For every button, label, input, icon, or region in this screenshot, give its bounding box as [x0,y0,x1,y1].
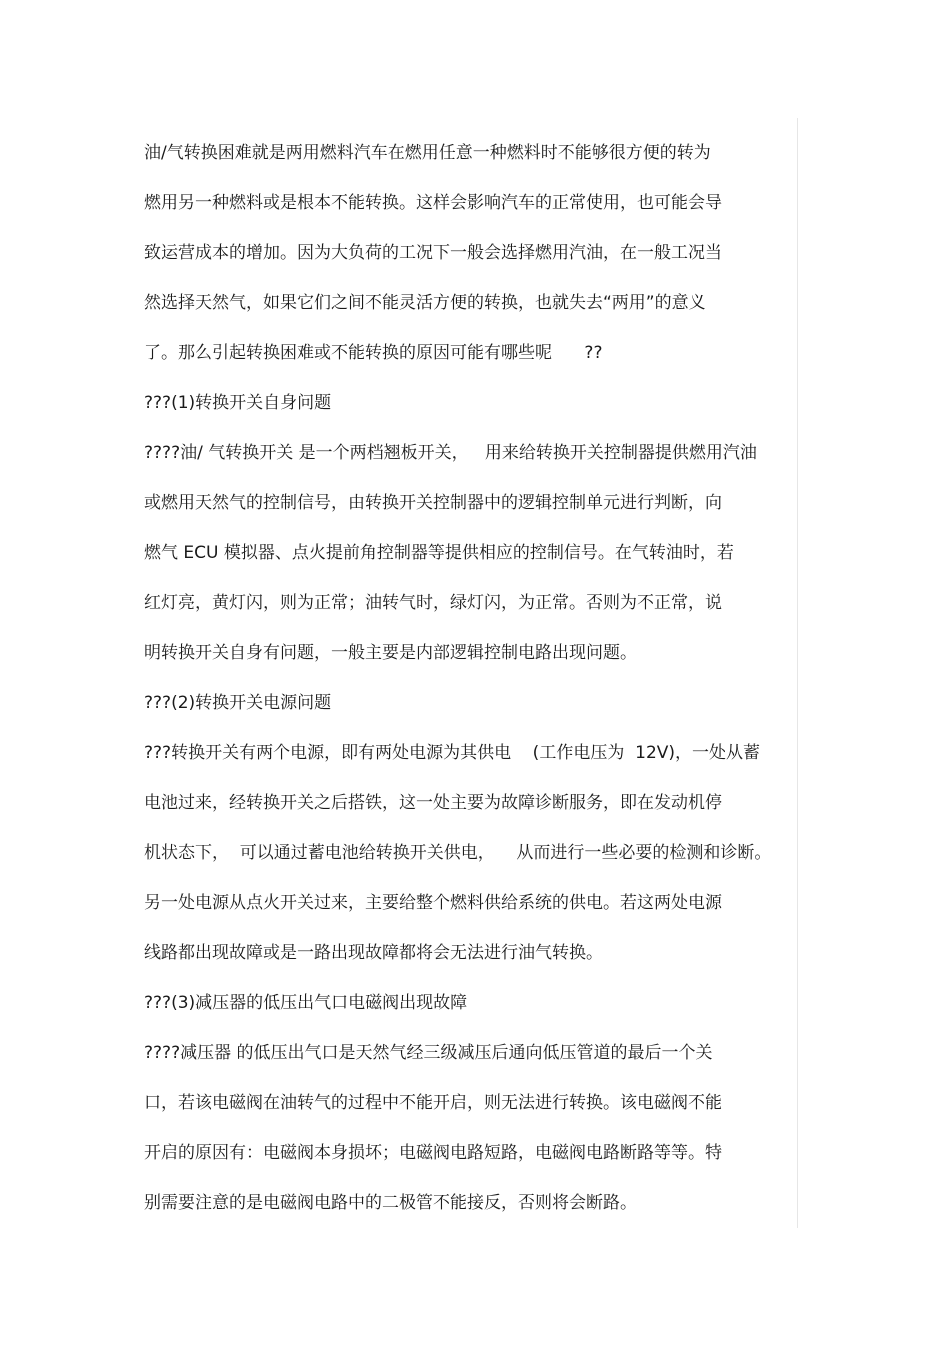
text-line: 另一处电源从点火开关过来，主要给整个燃料供给系统的供电。若这两处电源 [144,893,722,913]
text-line: ????油/ 气转换开关 是一个两档翘板开关， 用来给转换开关控制器提供燃用汽油 [144,443,757,463]
section-heading-2: ???(2)转换开关电源问题 [144,693,332,713]
section-heading-3: ???(3)减压器的低压出气口电磁阀出现故障 [144,993,468,1013]
section-heading-1: ???(1)转换开关自身问题 [144,393,332,413]
text-line: ????减压器 的低压出气口是天然气经三级减压后通向低压管道的最后一个关 [144,1043,713,1063]
text-line: 然选择天然气，如果它们之间不能灵活方便的转换，也就失去“两用”的意义 [144,293,706,313]
text-line: 别需要注意的是电磁阀电路中的二极管不能接反，否则将会断路。 [144,1193,637,1213]
text-line: 致运营成本的增加。因为大负荷的工况下一般会选择燃用汽油，在一般工况当 [144,243,722,263]
text-line: 电池过来，经转换开关之后搭铁，这一处主要为故障诊断服务，即在发动机停 [144,793,722,813]
text-line: ???转换开关有两个电源，即有两处电源为其供电 (工作电压为 12V)，一处从蓄 [144,743,761,763]
text-line: 线路都出现故障或是一路出现故障都将会无法进行油气转换。 [144,943,603,963]
text-line: 开启的原因有：电磁阀本身损坏；电磁阀电路短路，电磁阀电路断路等等。特 [144,1143,722,1163]
text-line: 机状态下， 可以通过蓄电池给转换开关供电， 从而进行一些必要的检测和诊断。 [144,843,772,863]
text-line: 红灯亮，黄灯闪，则为正常；油转气时，绿灯闪，为正常。否则为不正常，说 [144,593,722,613]
body-text [144,136,804,1236]
text-line: 燃用另一种燃料或是根本不能转换。这样会影响汽车的正常使用，也可能会导 [144,193,722,213]
text-line: 明转换开关自身有问题，一般主要是内部逻辑控制电路出现问题。 [144,643,637,663]
text-line: 或燃用天然气的控制信号，由转换开关控制器中的逻辑控制单元进行判断，向 [144,493,722,513]
text-line: 口，若该电磁阀在油转气的过程中不能开启，则无法进行转换。该电磁阀不能 [144,1093,722,1113]
text-line: 油/气转换困难就是两用燃料汽车在燃用任意一种燃料时不能够很方便的转为 [144,143,711,163]
text-line: 了。那么引起转换困难或不能转换的原因可能有哪些呢 ?? [144,343,603,363]
text-line: 燃气 ECU 模拟器、点火提前角控制器等提供相应的控制信号。在气转油时，若 [144,543,734,563]
